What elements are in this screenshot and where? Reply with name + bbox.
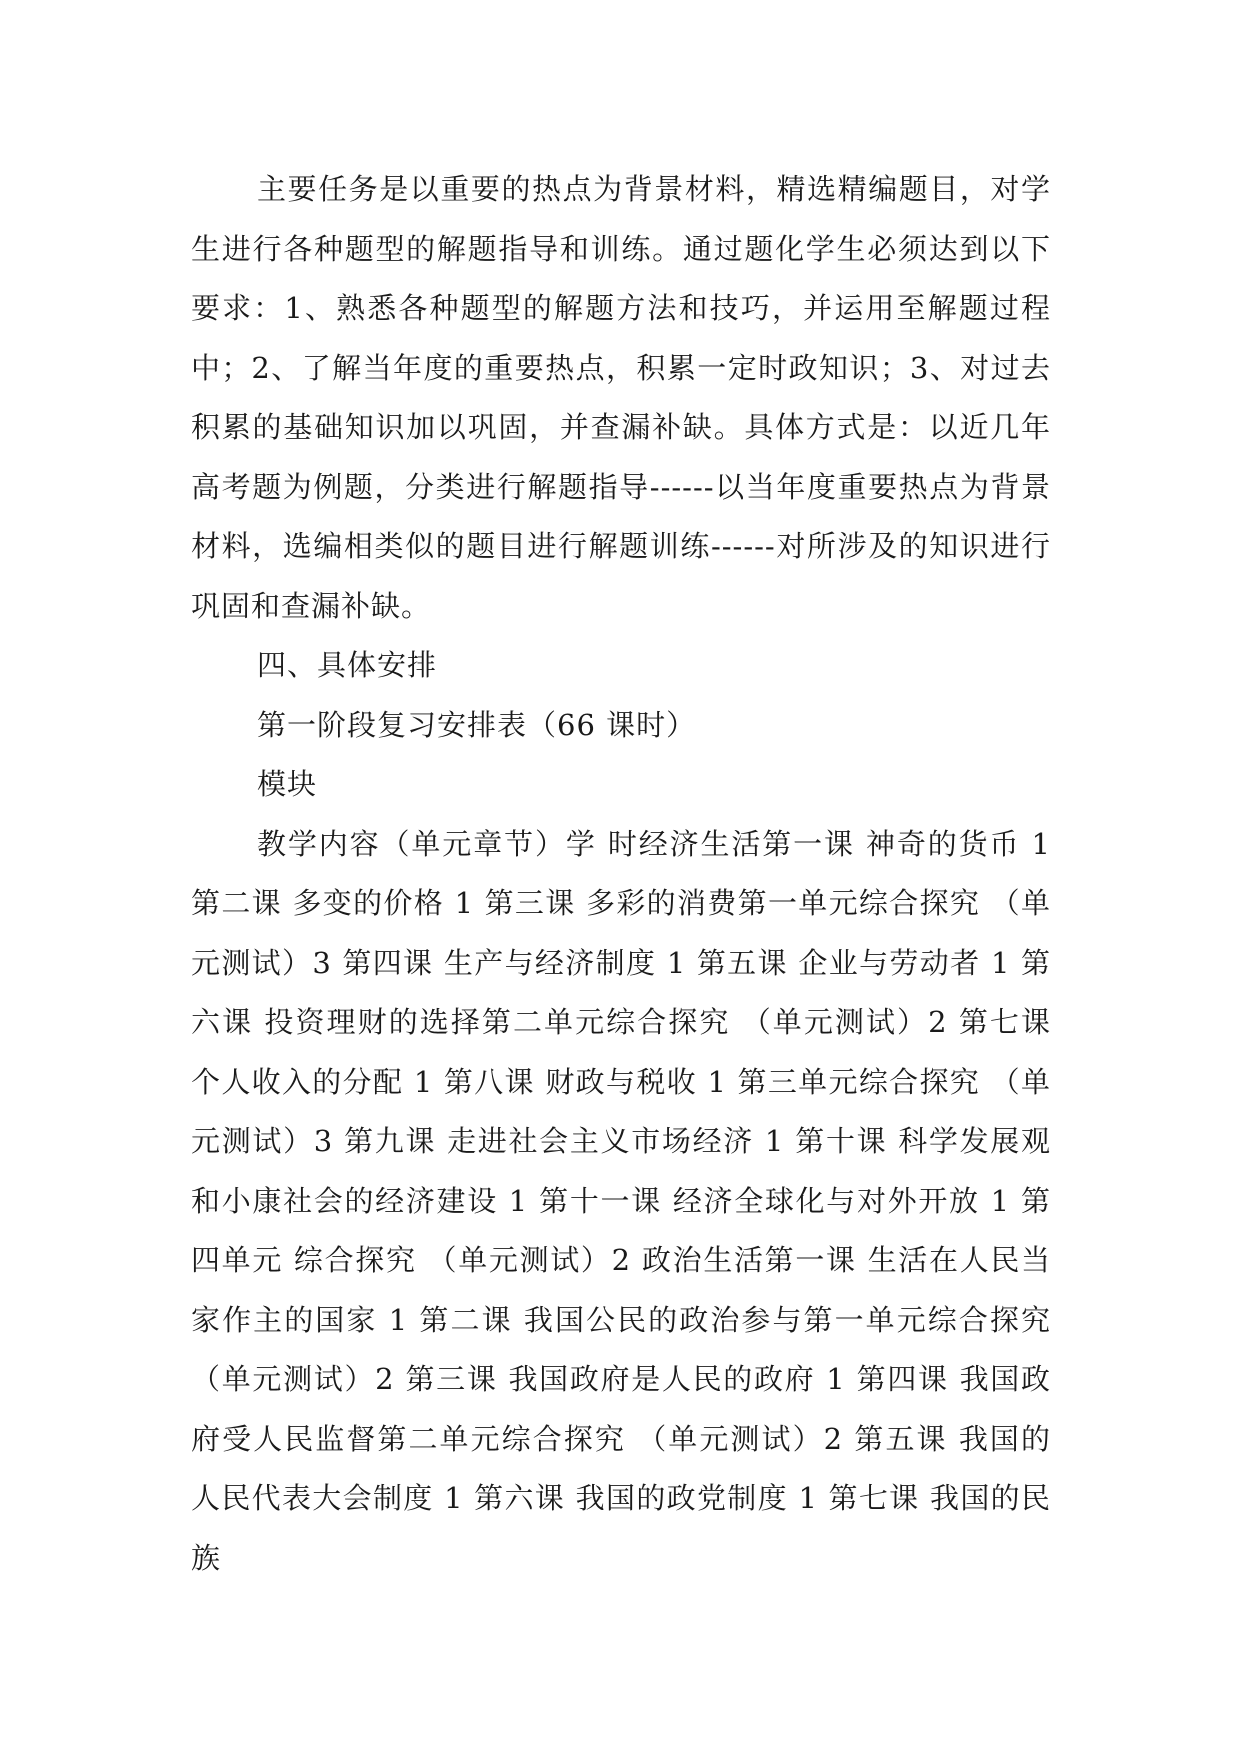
schedule-table-title: 第一阶段复习安排表（66 课时） <box>257 707 697 742</box>
paragraph-task-description: 主要任务是以重要的热点为背景材料，精选精编题目，对学生进行各种题型的解题指导和训练。通过题化学生必须达到以下要求：1、熟悉各种题型的解题方法和技巧，并运用至解题过程中；2、了解当年度的重要热点，积累一定时政知识；3、对过去积累的基础知识加以巩固，并查漏补缺。具体方式是：以近几年高考题为例题，分类进行解题指导------以当年度重要热点为背景材料，选编相类似的题目进行解题训练------对所涉及的知识进行巩固和查漏补缺。 <box>191 172 1051 623</box>
document-body <box>191 160 1051 1588</box>
schedule-content-paragraph: 教学内容（单元章节）学 时经济生活第一课 神奇的货币 1 第二课 多变的价格 1 第三课 多彩的消费第一单元综合探究 （单元测试）3 第四课 生产与经济制度 1 第五课 企业与劳动者 1 第六课 投资理财的选择第二单元综合探究 （单元测试）2 第七课 个人收入的分配 1 第八课 财政与税收 1 第三单元综合探究 （单元测试）3 第九课 走进社会主义市场经济 1 第十课 科学发展观和小康社会的经济建设 1 第十一课 经济全球化与对外开放 1 第四单元 综合探究 （单元测试）2 政治生活第一课 生活在人民当家作主的国家 1 第二课 我国公民的政治参与第一单元综合探究 （单元测试）2 第三课 我国政府是人民的政府 1 第四课 我国政府受人民监督第二单元综合探究 （单元测试）2 第五课 我国的人民代表大会制度 1 第六课 我国的政党制度 1 第七课 我国的民族 <box>191 826 1051 1575</box>
section-heading-specific-arrangement: 四、具体安排 <box>257 648 438 682</box>
table-header-module: 模块 <box>257 767 318 801</box>
